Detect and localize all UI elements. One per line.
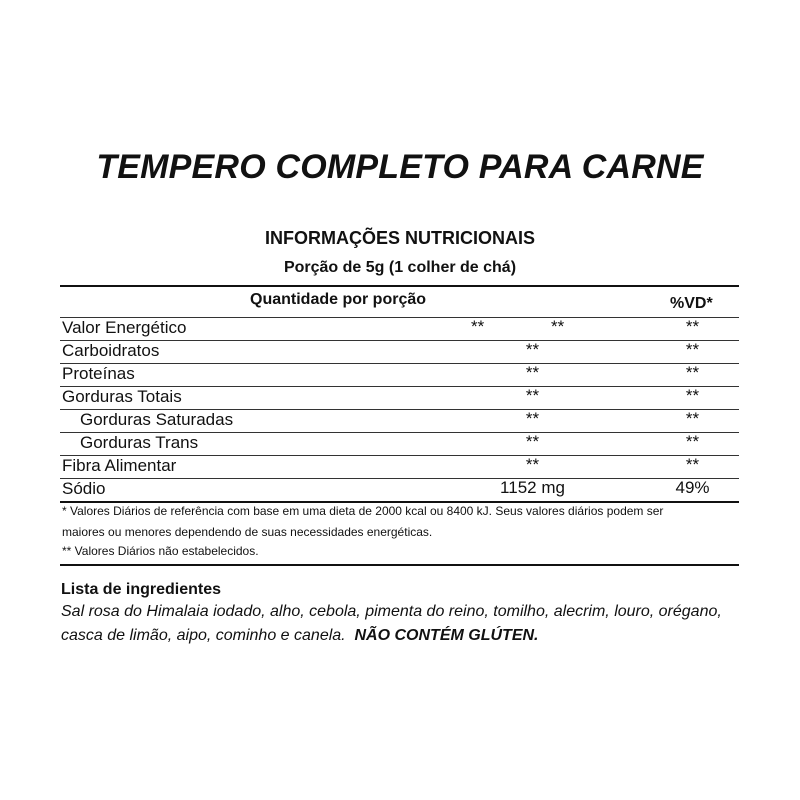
footnote-daily-values: * Valores Diários de referência com base em uma dieta de 2000 kcal ou 8400 kJ. Seus valores diários podem ser [62,504,664,518]
product-title: TEMPERO COMPLETO PARA CARNE [96,148,704,186]
footnote-daily-values-cont: maiores ou menores dependendo de suas necessidades energéticas. [62,525,433,539]
ingredients-text: Sal rosa do Himalaia iodado, alho, cebola, pimenta do reino, tomilho, alecrim, louro, orégano, casca de limão, aipo, cominho e canela. [61,603,722,644]
gluten-warning: NÃO CONTÉM GLÚTEN. [354,627,539,644]
nutrient-name: Valor Energético [62,318,187,337]
nutrient-quantity: ** [525,409,540,428]
nutrient-quantity: ** [525,386,540,405]
table-row-protein [60,363,739,386]
nutrient-name: Sódio [62,479,106,498]
table-row-fiber [60,455,739,478]
table-row-total-fat [60,386,739,409]
header-quantity: Quantidade por porção [250,291,427,308]
nutrient-name: Gorduras Totais [62,387,182,406]
table-row-carbs [60,340,739,363]
portion-size: Porção de 5g (1 colher de chá) [283,259,517,276]
nutrient-vd: ** [685,432,700,451]
table-row-energy [60,317,739,340]
nutrient-quantity: ** [525,363,540,382]
nutrient-name: Carboidratos [62,341,160,360]
nutrient-quantity: ** [525,340,540,359]
footnote-bottom-rule [60,564,739,566]
nutrient-vd: ** [685,386,700,405]
nutrient-name: Proteínas [62,364,135,383]
table-row-saturated-fat [60,409,739,432]
table-top-rule [60,285,739,287]
nutrient-vd: ** [685,340,700,359]
nutrient-vd: ** [685,317,700,336]
table-row-sodium [60,478,739,501]
table-row-trans-fat [60,432,739,455]
nutrient-quantity: 1152 mg [500,478,565,497]
nutrient-quantity: ** [525,432,540,451]
nutrient-vd: ** [685,363,700,382]
nutrient-vd: ** [685,409,700,428]
table-header [60,289,739,317]
ingredients-label: Lista de ingredientes [61,581,222,598]
header-vd: %VD* [670,295,713,312]
nutrient-name: Gorduras Saturadas [80,410,234,429]
footnote-not-established: ** Valores Diários não estabelecidos. [62,544,259,558]
nutrition-facts-title: INFORMAÇÕES NUTRICIONAIS [265,228,535,248]
nutrient-vd: ** [685,455,700,474]
nutrient-name: Gorduras Trans [80,433,199,452]
nutrient-quantity-b: ** [551,317,565,336]
nutrient-name: Fibra Alimentar [62,456,177,475]
nutrient-quantity: ** [525,455,540,474]
ingredients-list [61,600,751,648]
nutrient-vd: 49% [675,478,710,497]
nutrient-quantity-a: ** [471,317,485,336]
